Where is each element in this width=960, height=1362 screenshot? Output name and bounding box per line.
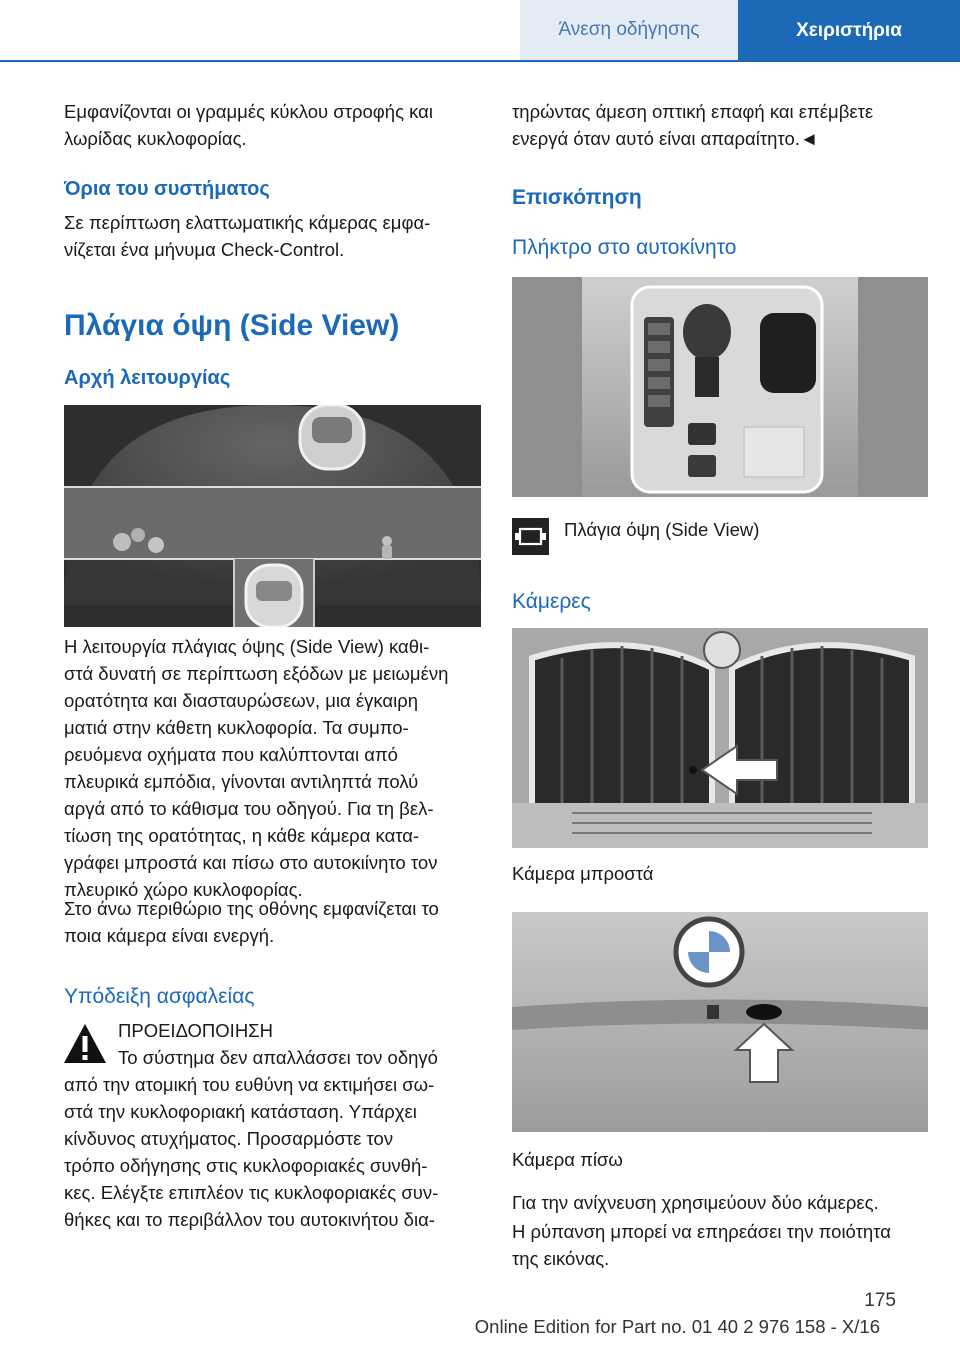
paragraph: τηρώντας άμεση οπτική επαφή και επέμβετε ενεργά όταν αυτό είναι απαραίτητο.◄ — [512, 101, 874, 149]
warning-body: από την ατομική του ευθύνη να εκτιμήσει σω‐ στά την κυκλοφοριακή κατάσταση. Υπάρχει κίνδυνος ατυχήματος. Προσαρμόστε τον τρόπο οδήγησης στις κυκλοφοριακές συνθή‐ κες. Ελέγξτε επιπλέον τις κυκλοφοριακές συν‐ θήκες και το περιβάλλον του αυτοκινήτου δια‐ — [64, 1074, 439, 1230]
header-chapter-label: Χειριστήρια — [796, 20, 902, 41]
header-rule — [0, 60, 960, 62]
paragraph: Για την ανίχνευση χρησιμεύουν δύο κάμερες. — [512, 1192, 879, 1213]
caption-rear-camera: Κάμερα πίσω — [512, 1149, 623, 1170]
rear-camera-photo — [512, 912, 928, 1132]
warning-icon — [62, 1022, 108, 1066]
header-section-tab[interactable] — [520, 0, 738, 60]
caption-front-camera: Κάμερα μπροστά — [512, 863, 654, 884]
warning-title: ΠΡΟΕΙΔΟΠΟΙΗΣΗ — [118, 1020, 273, 1041]
header-section-label: Άνεση οδήγησης — [558, 19, 700, 40]
side-view-illustration — [64, 405, 481, 627]
button-label: Πλάγια όψη (Side View) — [564, 519, 760, 540]
heading-safety: Υπόδειξη ασφαλείας — [64, 985, 255, 1008]
paragraph: Εμφανίζονται οι γραμμές κύκλου στροφής και λωρίδας κυκλοφορίας. — [64, 101, 433, 149]
heading-side-view: Πλάγια όψη (Side View) — [64, 309, 400, 342]
paragraph-description: Η λειτουργία πλάγιας όψης (Side View) καθι‐ στά δυνατή σε περίπτωση εξόδων με μειωμένη ορατότητα και διασταυρώσεων, μια έγκαιρη ματιά στην κάθετη κυκλοφορία. Τα συμπο‐ ρευόμενα οχήματα που καλύπτονται από πλευρικά εμπόδια, γίνονται αντιληπτά πολύ αργά από το κάθισμα του οδηγού. Για τη βελ‐ τίωση της ορατότητας, η κάθε κάμερα κατα‐ γράφει μπροστά και πίσω στο αυτοκιίνητο τον πλευρικό χώρο κυκλοφορίας. — [64, 636, 449, 900]
front-camera-photo — [512, 628, 928, 848]
page-number: 175 — [864, 1290, 896, 1311]
warning-header: ΠΡΟΕΙΔΟΠΟΙΗΣΗ Το σύστημα δεν απαλλάσσει τον οδηγό — [118, 1020, 438, 1068]
heading-principle: Αρχή λειτουργίας — [64, 367, 231, 389]
paragraph: Σε περίπτωση ελαττωματικής κάμερας εμφα‐ νίζεται ένα μήνυμα Check-Control. — [64, 212, 431, 260]
side-view-button-icon — [512, 518, 549, 555]
end-mark: ◄ — [799, 128, 819, 149]
console-photo — [512, 277, 928, 497]
heading-cameras: Κάμερες — [512, 590, 591, 613]
left-column — [64, 98, 484, 152]
footer-edition: Online Edition for Part no. 01 40 2 976 158 - X/16 — [474, 1316, 880, 1337]
heading-system-limits: Όρια του συστήματος — [64, 178, 270, 200]
paragraph: Στο άνω περιθώριο της οθόνης εμφανίζεται το ποια κάμερα είναι ενεργή. — [64, 898, 439, 946]
header-chapter-tab[interactable] — [738, 0, 960, 62]
heading-overview: Επισκόπηση — [512, 186, 642, 209]
heading-button: Πλήκτρο στο αυτοκίνητο — [512, 236, 737, 259]
paragraph: Η ρύπανση μπορεί να επηρεάσει την ποιότητα της εικόνας. — [512, 1221, 891, 1269]
